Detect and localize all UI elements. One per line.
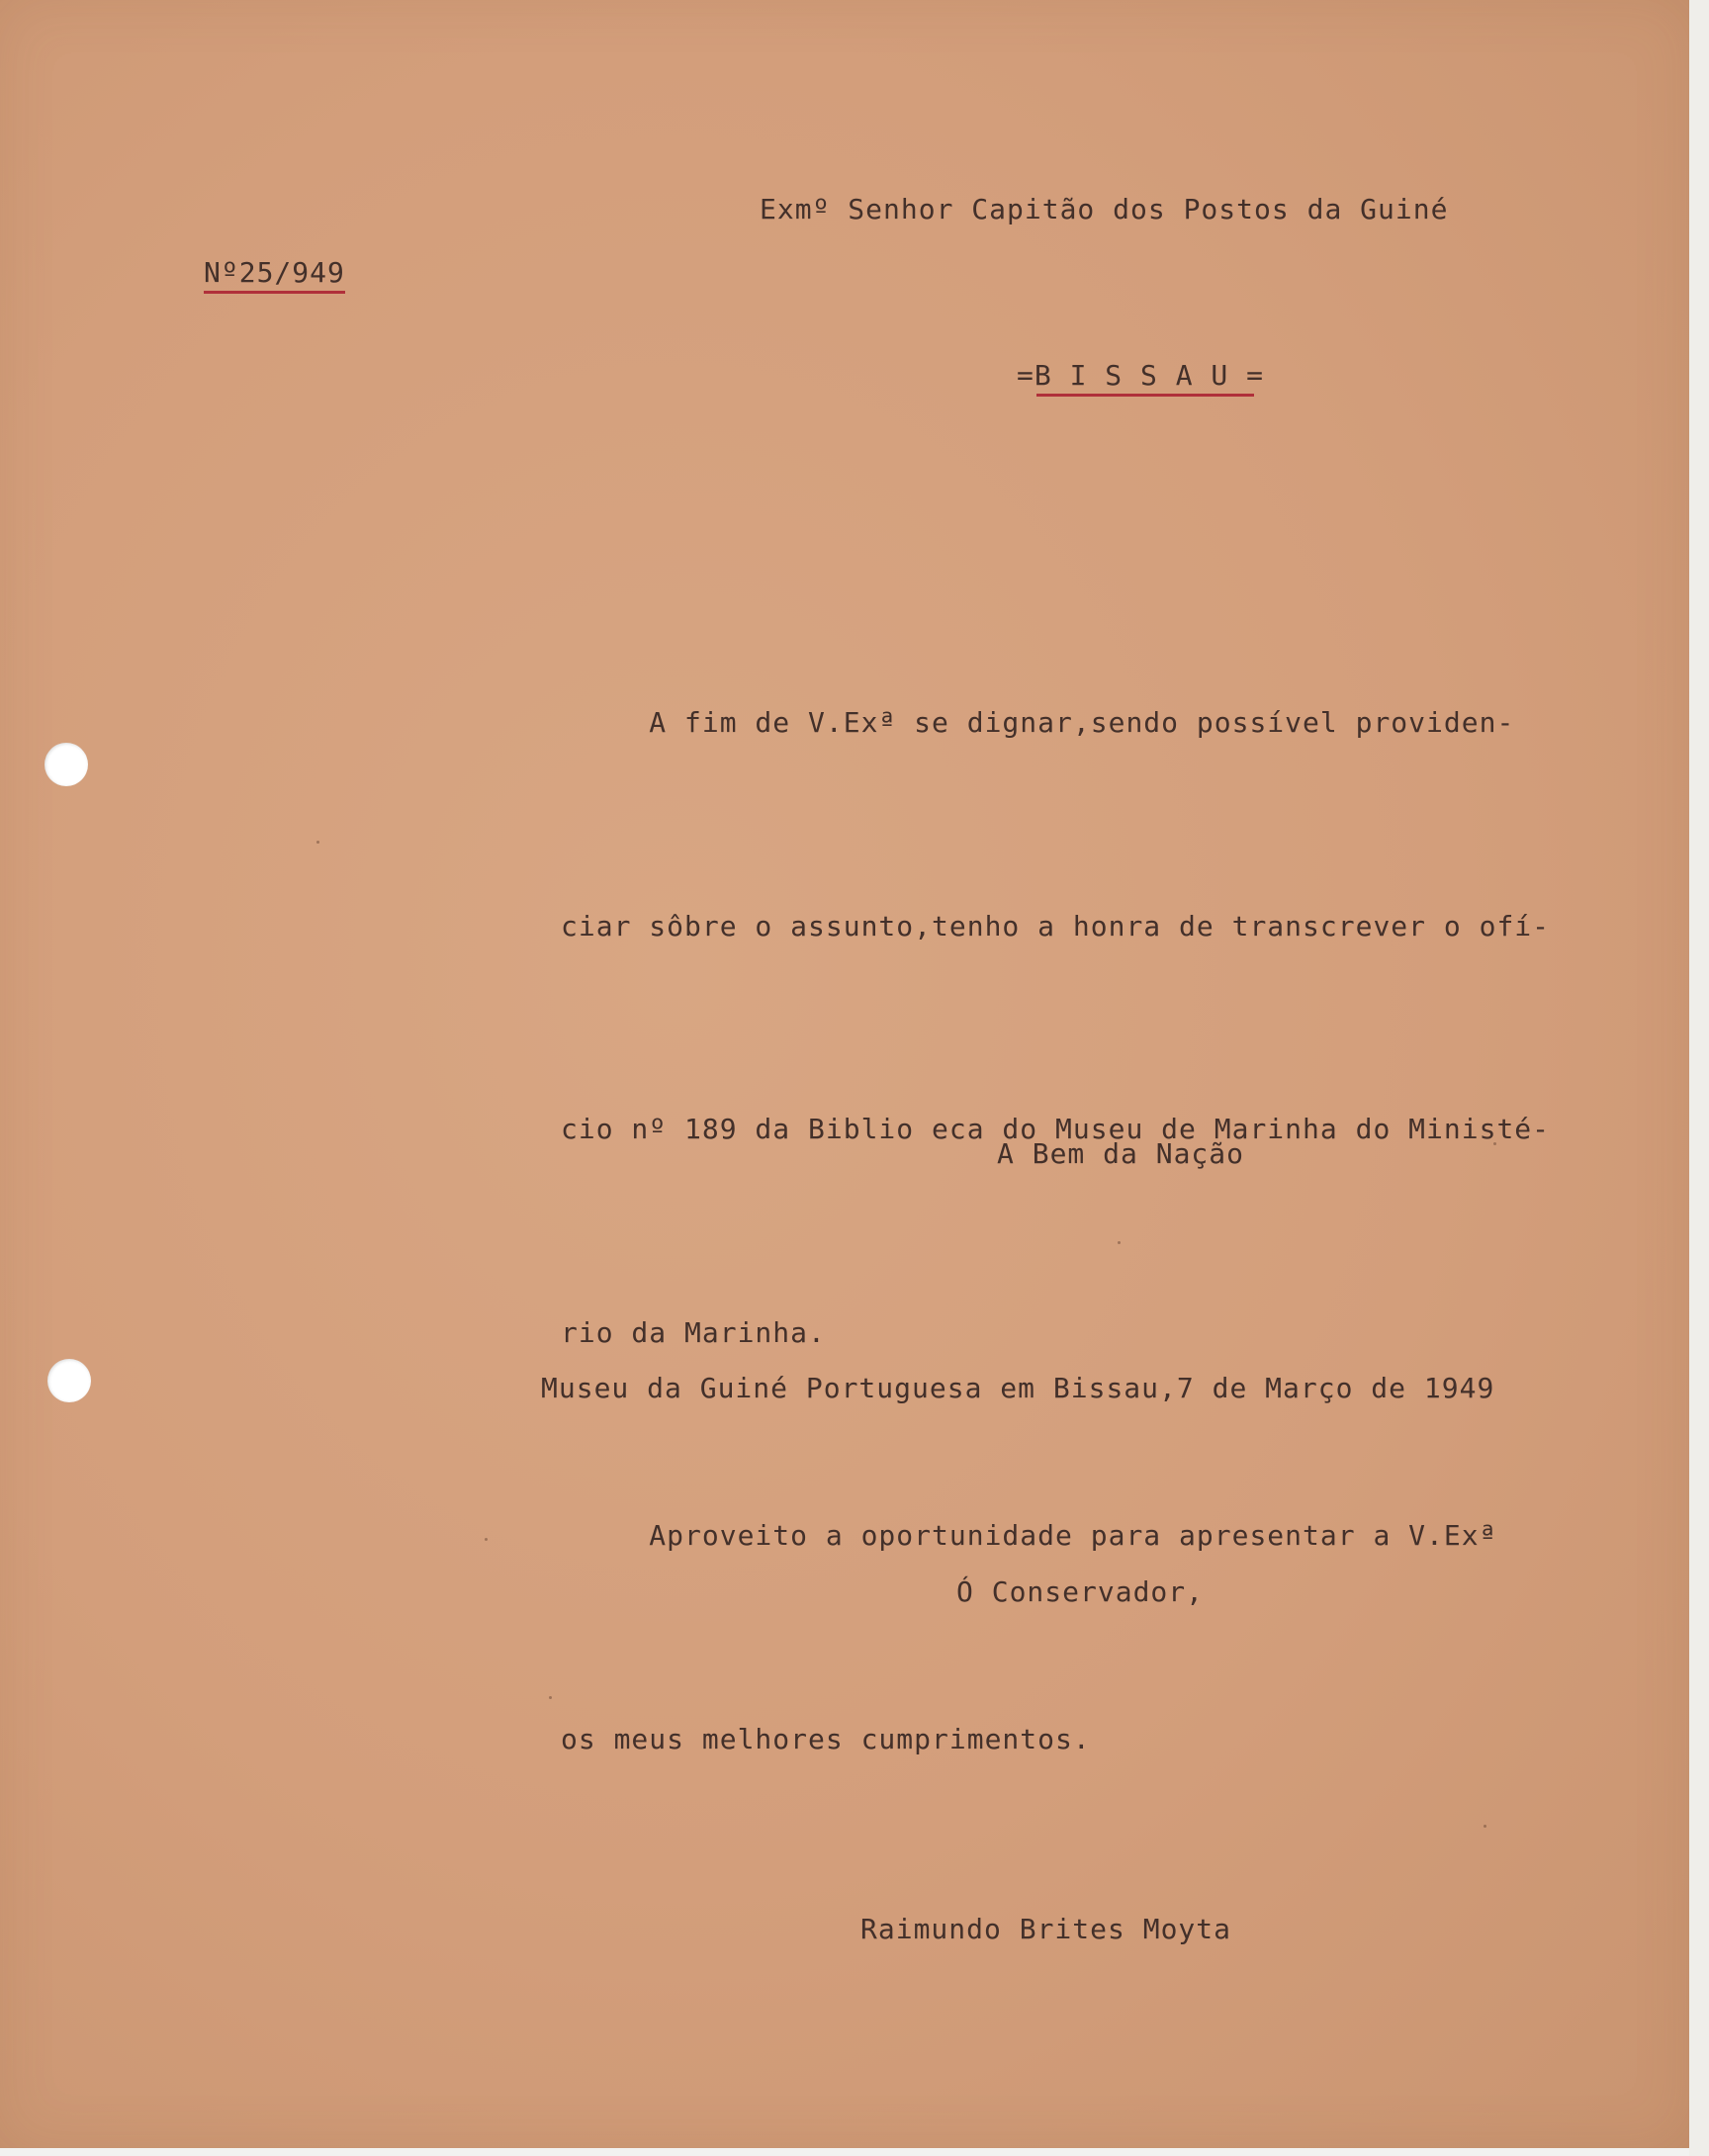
- paper-speck: [316, 841, 319, 844]
- punch-hole-top: [45, 743, 88, 786]
- closing-salutation: A Bem da Nação: [997, 1137, 1245, 1170]
- body-line: cio nº 189 da Biblio eca do Museu de Marinha do Ministé-: [561, 1113, 1551, 1145]
- paper-speck: [485, 1538, 488, 1541]
- signatory-title: Ó Conservador,: [956, 1575, 1205, 1608]
- addressee-line: Exmº Senhor Capitão dos Postos da Guiné: [760, 193, 1449, 225]
- punch-hole-bottom: [47, 1359, 91, 1402]
- body-line: rio da Marinha.: [561, 1315, 826, 1349]
- body-line: os meus melhores cumprimentos.: [561, 1722, 1091, 1755]
- scan-background-edge: [1689, 0, 1709, 2156]
- letter-body: [561, 554, 1678, 1909]
- city-heading-underline: [1036, 394, 1254, 397]
- place-date-line: Museu da Guiné Portuguesa em Bissau,7 de Março de 1949: [541, 1372, 1495, 1404]
- city-heading: =B I S S A U =: [1017, 359, 1265, 392]
- body-line: Aproveito a oportunidade para apresentar a V.Exª: [561, 1519, 1497, 1552]
- body-line: ciar sôbre o assunto,tenho a honra de transcrever o ofí-: [561, 909, 1551, 943]
- paper-speck: [549, 1696, 552, 1699]
- signatory-name: Raimundo Brites Moyta: [860, 1913, 1232, 1945]
- body-line: A fim de V.Exª se dignar,sendo possível providen-: [561, 706, 1515, 739]
- reference-number: Nº25/949: [204, 259, 345, 294]
